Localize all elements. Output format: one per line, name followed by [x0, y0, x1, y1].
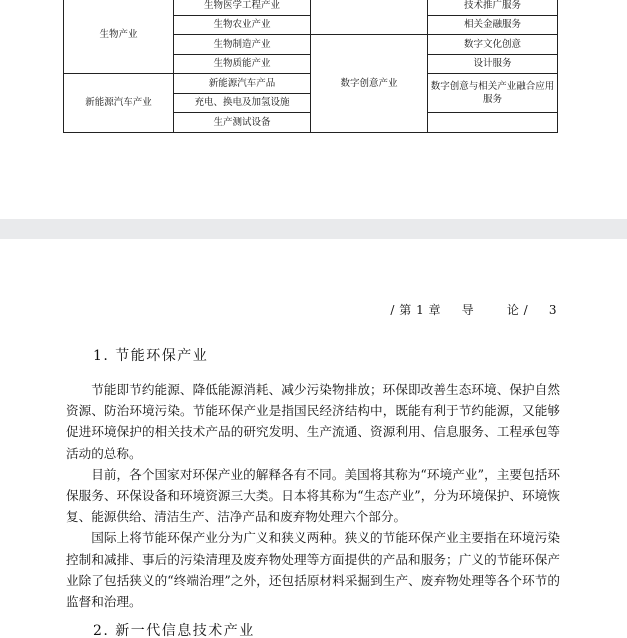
section-heading: 1. 节能环保产业	[93, 348, 209, 364]
paragraph: 目前，各个国家对环保产业的解释各有不同。美国将其称为“环境产业”，主要包括环保服务、环保设备和环境资源三大类。日本将其称为“生态产业”，分为环境保护、环境恢复、能源供给、清洁生产、洁净产品和废弃物处理六个部分。	[66, 466, 560, 525]
previous-page	[0, 0, 627, 219]
table-cell: 数字创意与相关产业融合应用服务	[428, 74, 558, 113]
running-header	[390, 301, 557, 318]
table-cell: 生物制造产业	[174, 35, 311, 55]
table-cell: 生物农业产业	[174, 15, 311, 35]
page-number: 3	[548, 303, 557, 317]
table-cell	[428, 113, 558, 133]
paragraph: 国际上将节能环保产业分为广义和狭义两种。狭义的节能环保产业主要指在环境污染控制和减排、事后的污染清理及废弃物处理等方面提供的产品和服务；广义的节能环保产业除了包括狭义的“终端治理”之外，还包括原材料采掘到生产、废弃物处理等各个环节的监督和治理。	[66, 530, 560, 610]
page-separator	[0, 219, 627, 239]
table-cell: 新能源汽车产业	[64, 74, 174, 133]
table-cell: 生物质能产业	[174, 54, 311, 74]
paragraph: 节能即节约能源、降低能源消耗、减少污染物排放；环保即改善生态环境、保护自然资源、防治环境污染。节能环保产业是指国民经济结构中，既能有利于节约能源，又能够促进环境保护的相关技术产品的研究发明、生产流通、资源利用、信息服务、工程承包等活动的总称。	[66, 382, 560, 461]
table-cell: 设计服务	[428, 54, 558, 74]
table-cell: 数字文化创意	[428, 35, 558, 55]
table-cell: 充电、换电及加氢设施	[174, 93, 311, 113]
table-cell: 生物医学工程产业	[174, 0, 311, 15]
industry-classification-table	[63, 0, 558, 133]
table-cell: 新能源汽车产品	[174, 74, 311, 94]
table-row	[64, 0, 558, 15]
section-body	[66, 379, 560, 612]
running-header-title-a: 导	[461, 303, 475, 317]
table-cell: 数字创意产业	[311, 35, 428, 133]
section-heading: 2. 新一代信息技术产业	[93, 623, 255, 638]
table-cell: 技术推广服务	[428, 0, 558, 15]
current-page	[0, 239, 627, 638]
table-cell	[311, 0, 428, 35]
running-header-title-b: 论 /	[506, 303, 529, 317]
running-header-chapter: / 第 1 章	[390, 303, 442, 317]
table-cell: 生物产业	[64, 0, 174, 74]
table-cell: 相关金融服务	[428, 15, 558, 35]
table-cell: 生产测试设备	[174, 113, 311, 133]
